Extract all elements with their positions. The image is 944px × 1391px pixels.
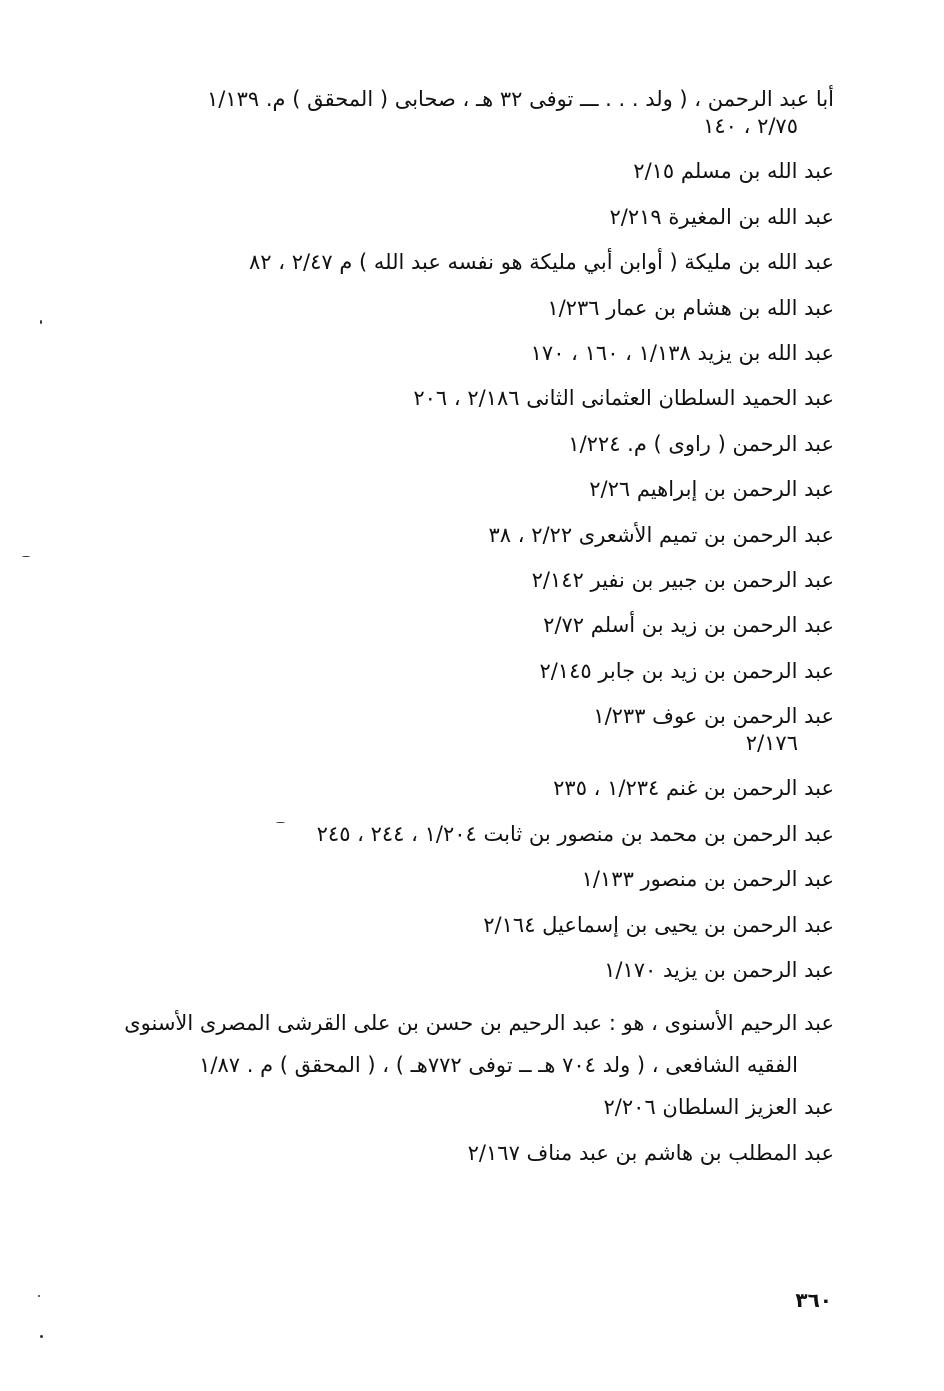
entry-line: عبد الرحمن بن محمد بن منصور بن ثابت ١/٢٠٤ ، ٢٤٤ ، ٢٤٥ [316,821,834,846]
index-entry [80,340,834,367]
entry-line: عبد المطلب بن هاشم بن عبد مناف ٢/١٦٧ [467,1140,834,1165]
entry-line: عبد الرحمن بن يزيد ١/١٧٠ [604,958,834,983]
index-entry [80,1002,834,1086]
index-entry [80,249,834,276]
entry-line: عبد الرحيم الأسنوى ، هو : عبد الرحيم بن حسن بن على القرشى المصرى الأسنوى [124,1011,834,1036]
entry-line: عبد الرحمن ( راوى ) م. ١/٢٢٤ [568,431,834,456]
index-entry [80,522,834,549]
name-index-list [80,86,834,1185]
scan-speck [22,556,30,557]
index-entry [80,612,834,639]
entry-line: عبد الرحمن بن منصور ١/١٣٣ [581,867,834,892]
index-entry [80,476,834,503]
entry-continuation-line: الفقيه الشافعى ، ( ولد ٧٠٤ هـ ــ توفى ٧٧٢هـ ) ، ( المحقق ) م . ١/٨٧ [199,1053,798,1078]
entry-continuation-line: ٢/١٧٦ [745,731,798,756]
index-entry [80,1094,834,1121]
scan-speck [40,320,42,324]
index-entry [80,158,834,185]
entry-line: عبد الله بن مسلم ٢/١٥ [633,159,834,184]
index-entry [80,86,834,140]
scan-speck [38,1295,40,1297]
scan-speck [276,822,285,823]
index-entry [80,1140,834,1167]
entry-line: عبد الرحمن بن زيد بن أسلم ٢/٧٢ [543,613,834,638]
index-entry [80,821,834,848]
index-entry [80,385,834,412]
index-entry [80,658,834,685]
entry-line: عبد الرحمن بن غنم ١/٢٣٤ ، ٢٣٥ [553,776,834,801]
index-entry [80,204,834,231]
index-entry [80,567,834,594]
entry-line: عبد الرحمن بن عوف ١/٢٣٣ [593,704,834,729]
index-entry [80,912,834,939]
entry-line: عبد الرحمن بن جبير بن نفير ٢/١٤٢ [531,567,834,592]
index-entry [80,866,834,893]
entry-line: عبد الله بن المغيرة ٢/٢١٩ [609,204,834,229]
entry-line: عبد الحميد السلطان العثمانى الثانى ٢/١٨٦ ، ٢٠٦ [413,386,834,411]
entry-line: عبد الرحمن بن تميم الأشعرى ٢/٢٢ ، ٣٨ [488,522,834,547]
entry-line: عبد العزيز السلطان ٢/٢٠٦ [603,1095,834,1120]
index-entry [80,957,834,984]
index-entry [80,775,834,802]
entry-line: عبد الله بن مليكة ( أوابن أبي مليكة هو نفسه عبد الله ) م ٢/٤٧ ، ٨٢ [249,250,834,275]
entry-line: عبد الرحمن بن زيد بن جابر ٢/١٤٥ [539,658,834,683]
entry-line: عبد الله بن يزيد ١/١٣٨ ، ١٦٠ ، ١٧٠ [530,340,834,365]
scan-speck [40,1335,43,1338]
entry-continuation-line: ٢/٧٥ ، ١٤٠ [703,114,798,138]
entry-line: أبا عبد الرحمن ، ( ولد . . . ـــ توفى ٣٢ هـ ، صحابى ( المحقق ) م. ١/١٣٩ [206,87,834,111]
entry-line: عبد الله بن هشام بن عمار ١/٢٣٦ [547,295,834,320]
index-entry [80,431,834,458]
entry-line: عبد الرحمن بن إبراهيم ٢/٢٦ [589,477,834,502]
index-entry [80,295,834,322]
page-number: ٣٦٠ [795,1288,832,1312]
index-entry [80,703,834,757]
entry-line: عبد الرحمن بن يحيى بن إسماعيل ٢/١٦٤ [483,912,834,937]
